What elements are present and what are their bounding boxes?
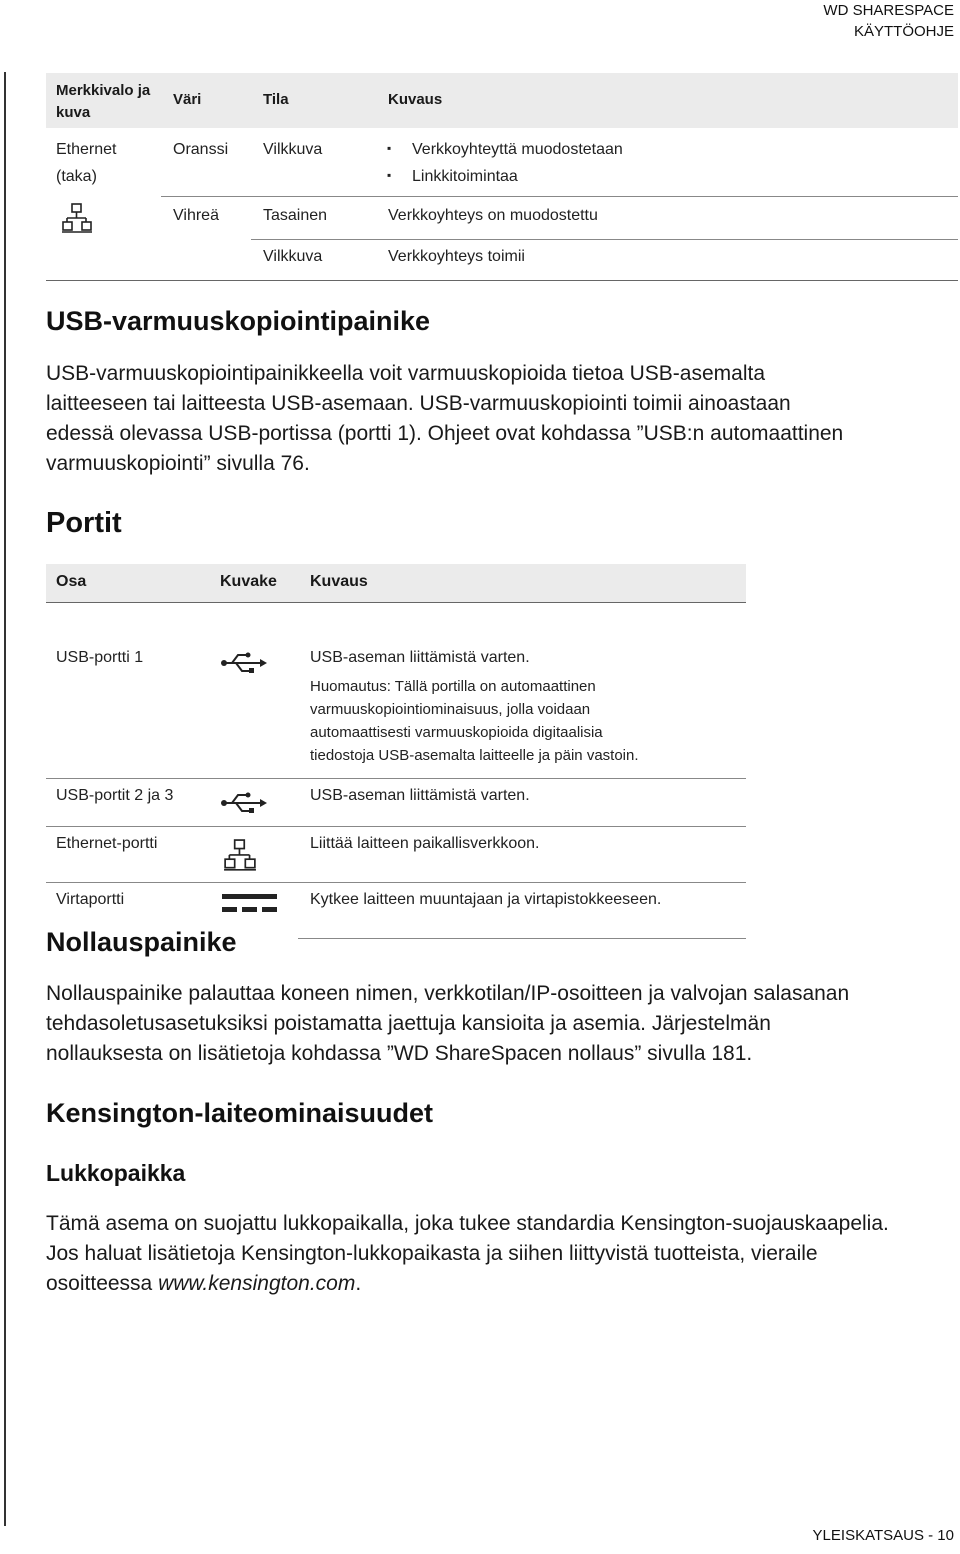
kensington-title: Kensington-laiteominaisuudet — [46, 1098, 434, 1128]
header-product: WD SHARESPACE — [823, 2, 954, 19]
port-usb1-desc: USB-aseman liittämistä varten. — [310, 649, 530, 666]
note-line: automaattisesti varmuuskopioida digitaalisia — [310, 724, 603, 741]
ports-table-header — [46, 564, 746, 602]
row1-desc-2: ▪ Linkkitoimintaa — [388, 168, 518, 186]
header-rule — [46, 602, 746, 603]
row1-state: Vilkkuva — [263, 141, 323, 158]
reset-line: tehdasoletusasetuksiksi poistamatta jaettuja kansioita ja asemia. Järjestelmän — [46, 1012, 771, 1035]
row-divider — [46, 778, 746, 779]
row-divider — [251, 239, 958, 240]
dc-power-icon — [222, 892, 278, 916]
usb-backup-title: USB-varmuuskopiointipainike — [46, 306, 431, 336]
led-table-header — [46, 73, 958, 128]
table-bottom-rule — [298, 938, 746, 939]
port-power-desc: Kytkee laitteen muuntajaan ja virtapistokkeeseen. — [310, 891, 662, 908]
col-indicator: Merkkivalo ja kuva — [56, 82, 151, 121]
row2-state: Tasainen — [263, 207, 328, 224]
kensington-link[interactable]: www.kensington.com — [158, 1272, 356, 1295]
usb-backup-line: edessä olevassa USB-portissa (portti 1). Ohjeet ovat kohdassa ”USB:n automaattinen — [46, 422, 844, 445]
usb-backup-line: laitteeseen tai laitteesta USB-asemaan. USB-varmuuskopiointi toimii ainoastaan — [46, 392, 791, 415]
led-table-body — [46, 128, 958, 283]
note-line: varmuuskopiointiominaisuus, jolla voidaan — [310, 701, 591, 718]
ports-table-body — [46, 602, 746, 940]
col-part: Osa — [56, 573, 87, 590]
led-component: Ethernet — [56, 141, 117, 158]
kensington-suffix: . — [355, 1272, 362, 1295]
ports-table — [46, 564, 746, 940]
kensington-line: Tämä asema on suojattu lukkopaikalla, joka tukee standardia Kensington-suojauskaapelia. — [46, 1212, 889, 1235]
row-divider — [161, 196, 958, 197]
usb-icon — [220, 792, 268, 814]
reset-title: Nollauspainike — [46, 927, 237, 957]
port-usb1-name: USB-portti 1 — [56, 649, 144, 666]
lock-slot-subtitle: Lukkopaikka — [46, 1160, 186, 1186]
ports-title: Portit — [46, 507, 122, 539]
usb-backup-line: varmuuskopiointi” sivulla 76. — [46, 452, 310, 475]
kensington-line — [46, 1269, 956, 1299]
network-icon — [223, 839, 257, 873]
margin-rule — [4, 72, 6, 1526]
port-ethernet-name: Ethernet-portti — [56, 835, 158, 852]
led-component-sub: (taka) — [56, 168, 97, 185]
col-state: Tila — [263, 91, 289, 108]
reset-line: nollauksesta on lisätietoja kohdassa ”WD ShareSpacen nollaus” sivulla 181. — [46, 1042, 753, 1065]
port-usb23-name: USB-portit 2 ja 3 — [56, 787, 174, 804]
kensington-line: Jos haluat lisätietoja Kensington-lukkopaikasta ja siihen liittyvistä tuotteista, vieraile — [46, 1242, 818, 1265]
col-icon: Kuvake — [220, 573, 277, 590]
network-icon — [62, 203, 92, 235]
row2-color: Vihreä — [173, 207, 219, 224]
row-divider — [46, 882, 746, 883]
header-doc: KÄYTTÖOHJE — [853, 23, 954, 40]
row-divider — [46, 826, 746, 827]
row3-desc: Verkkoyhteys toimii — [388, 248, 525, 265]
led-table — [46, 73, 958, 283]
usb-backup-line: USB-varmuuskopiointipainikkeella voit varmuuskopioida tietoa USB-asemalta — [46, 362, 766, 385]
col-desc: Kuvaus — [310, 573, 368, 590]
col-description: Kuvaus — [388, 91, 443, 108]
port-usb1-note — [310, 675, 639, 767]
kensington-prefix: osoitteessa — [46, 1272, 159, 1295]
note-line: Huomautus: Tällä portilla on automaattinen — [310, 678, 596, 695]
usb-backup-paragraph — [46, 359, 956, 479]
port-ethernet-desc: Liittää laitteen paikallisverkkoon. — [310, 835, 540, 852]
row3-state: Vilkkuva — [263, 248, 323, 265]
usb-icon — [220, 652, 268, 674]
reset-line: Nollauspainike palauttaa koneen nimen, verkkotilan/IP-osoitteen ja valvojan salasanan — [46, 982, 850, 1005]
kensington-paragraph — [46, 1209, 956, 1299]
row1-desc-1: ▪ Verkkoyhteyttä muodostetaan — [388, 141, 623, 159]
col-color: Väri — [173, 91, 202, 108]
note-line: tiedostoja USB-asemalta laitteelle ja päin vastoin. — [310, 747, 639, 764]
page-footer: YLEISKATSAUS - 10 — [812, 1527, 954, 1544]
port-power-name: Virtaportti — [56, 891, 125, 908]
reset-paragraph — [46, 979, 956, 1069]
running-header — [823, 0, 954, 42]
table-bottom-rule — [46, 280, 958, 281]
port-usb23-desc: USB-aseman liittämistä varten. — [310, 787, 530, 804]
row1-color: Oranssi — [173, 141, 229, 158]
row2-desc: Verkkoyhteys on muodostettu — [388, 207, 598, 224]
